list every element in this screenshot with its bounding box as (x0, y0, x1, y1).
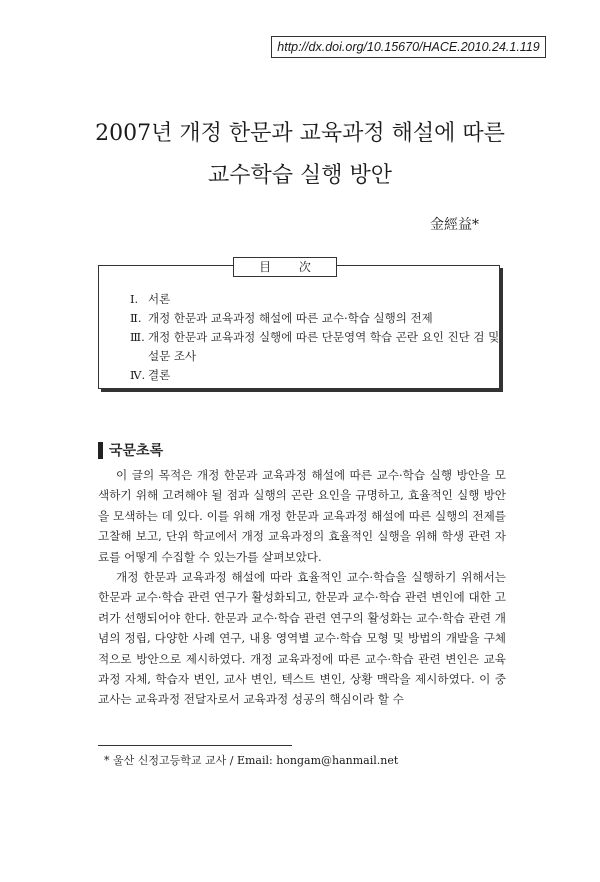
toc-item-number: Ⅰ. (130, 292, 139, 306)
paper-title-line-1: 2007년 개정 한문과 교육과정 해설에 따른 (95, 121, 505, 146)
footnote-divider (98, 745, 292, 746)
abstract-heading (98, 440, 163, 460)
abstract-body (98, 465, 506, 710)
abstract-paragraph: 이 글의 목적은 개정 한문과 교육과정 해설에 따른 교수·학습 실행 방안을 모색하기 위해 고려해야 될 점과 실행의 곤란 요인을 규명하고, 효율적인 실행 방안을 모색하는 데 있다. 이를 위해 개정 한문과 교육과정 해설에 따른 실행의 전제를 고찰해 보고, 단위 학교에서 개정 교육과정의 효율적인 실행을 위해 학생 관련 자료를 어떻게 수집할 수 있는가를 살펴보았다. (98, 468, 506, 564)
toc-item-number: Ⅳ. (130, 368, 146, 382)
toc-item-text: 개정 한문과 교육과정 실행에 따른 단문영역 학습 곤란 요인 진단 검 및 (148, 330, 500, 344)
toc-item-text: 결론 (148, 368, 171, 382)
toc-list (130, 290, 500, 385)
doi-link[interactable]: http://dx.doi.org/10.15670/HACE.2010.24.1.119 (271, 36, 546, 58)
toc-heading: 目 次 (233, 257, 337, 277)
footnote: * 울산 신정고등학교 교사 / Email: hongam@hanmail.net (104, 754, 399, 767)
toc-item (130, 328, 500, 366)
toc-item-number: Ⅲ. (130, 330, 145, 344)
paper-title-line-2: 교수학습 실행 방안 (207, 163, 392, 188)
toc-item (130, 366, 490, 385)
toc-item-text-continued: 설문 조사 (148, 349, 197, 363)
heading-bar (98, 442, 103, 459)
toc-item-number: Ⅱ. (130, 311, 142, 325)
abstract-heading-text: 국문초록 (109, 442, 164, 458)
author-name: 金經益* (430, 217, 479, 233)
toc-item-text: 서론 (148, 292, 171, 306)
toc-item-text: 개정 한문과 교육과정 해설에 따른 교수·학습 실행의 전제 (148, 311, 433, 325)
toc-item (130, 309, 490, 328)
toc-item (130, 290, 490, 309)
abstract-paragraph: 개정 한문과 교육과정 해설에 따라 효율적인 교수·학습을 실행하기 위해서는 한문과 교수·학습 관련 연구가 활성화되고, 한문과 교수·학습 관련 변인에 대한 고려가 선행되어야 한다. 한문과 교수·학습 관련 연구의 활성화는 교수·학습 관련 개념의 정립, 다양한 사례 연구, 내용 영역별 교수·학습 모형 및 방법의 개발을 구체적으로 방안으로 제시하였다. 개정 교육과정에 따른 교수·학습 관련 변인은 교육과정 자체, 학습자 변인, 교사 변인, 텍스트 변인, 상황 맥락을 제시하였다. 이 중 교사는 교육과정 전달자로서 교육과정 성공의 핵심이라 할 수 (98, 570, 506, 707)
